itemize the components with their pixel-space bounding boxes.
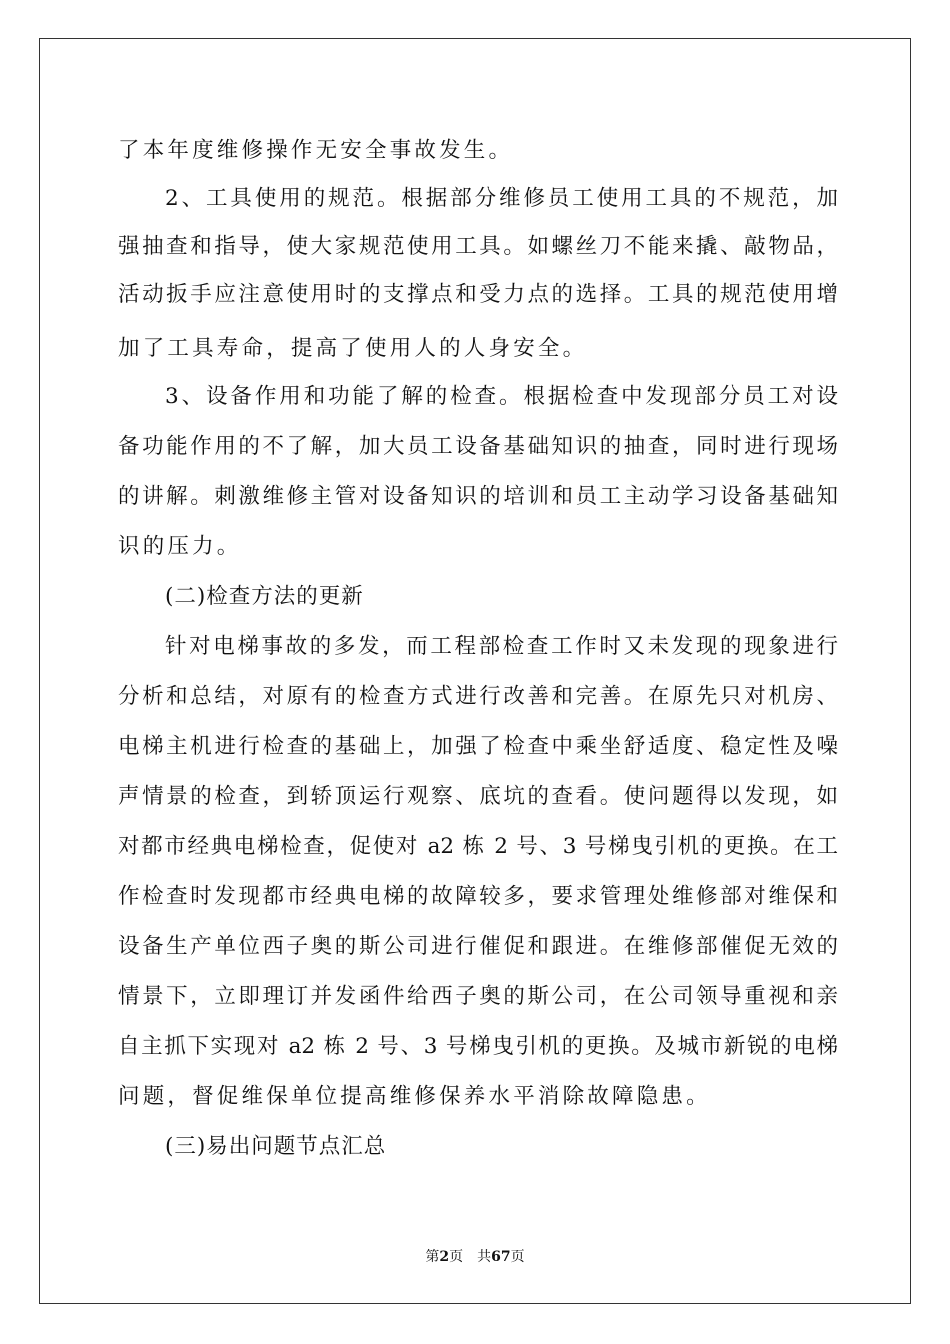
- total-suffix: 页: [510, 1249, 525, 1265]
- page-border: [39, 38, 911, 1304]
- text-line-12: 分析和总结，对原有的检查方式进行改善和完善。在原先只对机房、: [118, 684, 838, 709]
- text-line-20: 问题，督促维保单位提高维修保养水平消除故障隐患。: [118, 1084, 711, 1109]
- text-line-17: 设备生产单位西子奥的斯公司进行催促和跟进。在维修部催促无效的: [118, 934, 838, 959]
- text-line-9: 识的压力。: [118, 534, 242, 559]
- text-line-5: 加了工具寿命，提高了使用人的人身安全。: [118, 336, 588, 361]
- text-line-14: 声情景的检查，到轿顶运行观察、底坑的查看。使问题得以发现，如: [118, 784, 838, 809]
- text-line-2: 2、工具使用的规范。根据部分维修员工使用工具的不规范，加: [165, 186, 838, 211]
- text-line-7: 备功能作用的不了解，加大员工设备基础知识的抽查，同时进行现场: [118, 434, 838, 459]
- section-heading-2: (二)检查方法的更新: [165, 584, 364, 609]
- text-line-6: 3、设备作用和功能了解的检查。根据检查中发现部分员工对设: [165, 384, 838, 409]
- text-line-18: 情景下，立即理订并发函件给西子奥的斯公司，在公司领导重视和亲: [118, 984, 838, 1009]
- text-line-4: 活动扳手应注意使用时的支撑点和受力点的选择。工具的规范使用增: [118, 282, 838, 307]
- page-suffix: 页: [449, 1249, 464, 1265]
- text-line-13: 电梯主机进行检查的基础上，加强了检查中乘坐舒适度、稳定性及噪: [118, 734, 838, 759]
- page-footer: [0, 1248, 950, 1266]
- section-heading-3: (三)易出问题节点汇总: [165, 1134, 387, 1159]
- text-line-1: 了本年度维修操作无安全事故发生。: [118, 138, 514, 163]
- text-line-11: 针对电梯事故的多发，而工程部检查工作时又未发现的现象进行: [165, 634, 838, 659]
- page-number: 2: [439, 1249, 450, 1265]
- text-line-3: 强抽查和指导，使大家规范使用工具。如螺丝刀不能来撬、敲物品，: [118, 234, 838, 259]
- page-prefix: 第: [425, 1249, 440, 1265]
- text-line-16: 作检查时发现都市经典电梯的故障较多，要求管理处维修部对维保和: [118, 884, 838, 909]
- text-line-8: 的讲解。刺激维修主管对设备知识的培训和员工主动学习设备基础知: [118, 484, 838, 509]
- total-prefix: 共: [477, 1249, 492, 1265]
- text-line-19: 自主抓下实现对 a2 栋 2 号、3 号梯曳引机的更换。及城市新锐的电梯: [118, 1034, 838, 1059]
- text-line-15: 对都市经典电梯检查，促使对 a2 栋 2 号、3 号梯曳引机的更换。在工: [118, 834, 838, 859]
- total-pages: 67: [491, 1249, 511, 1265]
